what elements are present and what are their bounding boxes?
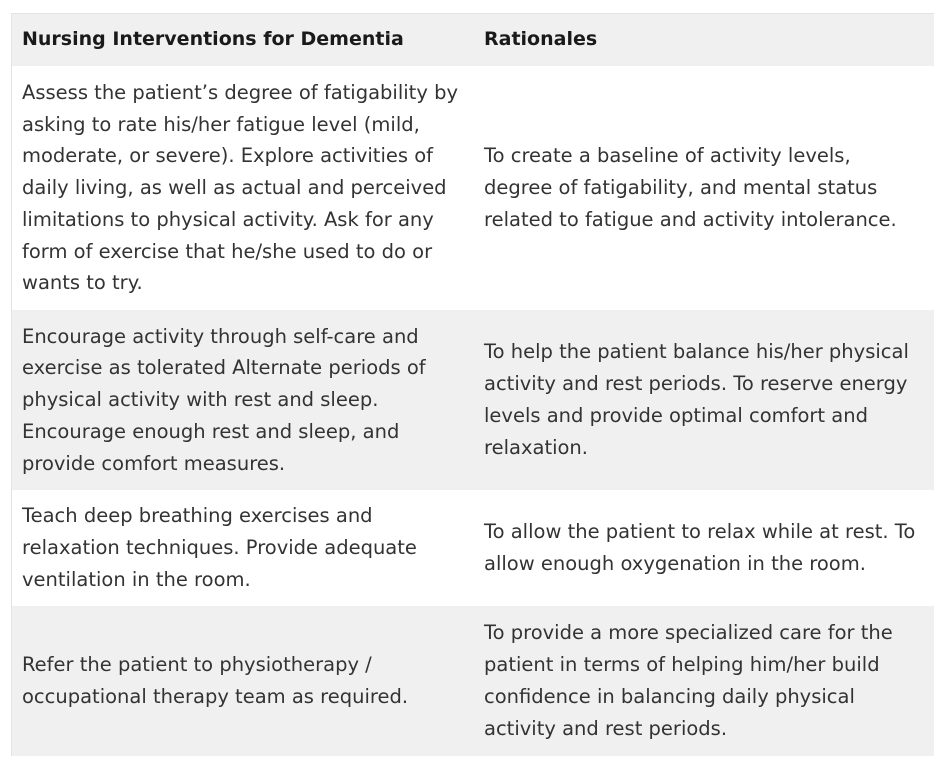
rationale-cell: To help the patient balance his/her physical activity and rest periods. To reserve energy levels and provide optimal comfort and relaxation. [484,340,909,459]
table-row [12,310,934,490]
rationale-cell: To create a baseline of activity levels, degree of fatigability, and mental status related to fatigue and activity intolerance. [484,144,897,231]
table-row [12,606,934,756]
intervention-cell: Teach deep breathing exercises and relaxation techniques. Provide adequate ventilation in the room. [22,504,417,591]
rationale-cell: To provide a more specialized care for the patient in terms of helping him/her build confidence in balancing daily physical activity and rest periods. [484,621,893,740]
intervention-cell: Refer the patient to physiotherapy / occupational therapy team as required. [22,653,409,708]
intervention-cell: Encourage activity through self-care and exercise as tolerated Alternate periods of physical activity with rest and sleep. Encourage enough rest and sleep, and provide comfort measures. [22,324,426,475]
interventions-table [12,14,934,756]
header-interventions: Nursing Interventions for Dementia [22,28,404,51]
rationale-cell: To allow the patient to relax while at rest. To allow enough oxygenation in the room. [484,520,916,575]
header-rationales: Rationales [484,28,598,51]
table-row [12,490,934,606]
table-header-row [12,14,934,66]
table-row [12,66,934,310]
interventions-table-container [11,13,934,756]
intervention-cell: Assess the patient’s degree of fatigability by asking to rate his/her fatigue level (mild, moderate, or severe). Explore activities of daily living, as well as actual and perceived limitations to physical activity. Ask for any form of exercise that he/she used to do or wants to try. [22,80,458,295]
